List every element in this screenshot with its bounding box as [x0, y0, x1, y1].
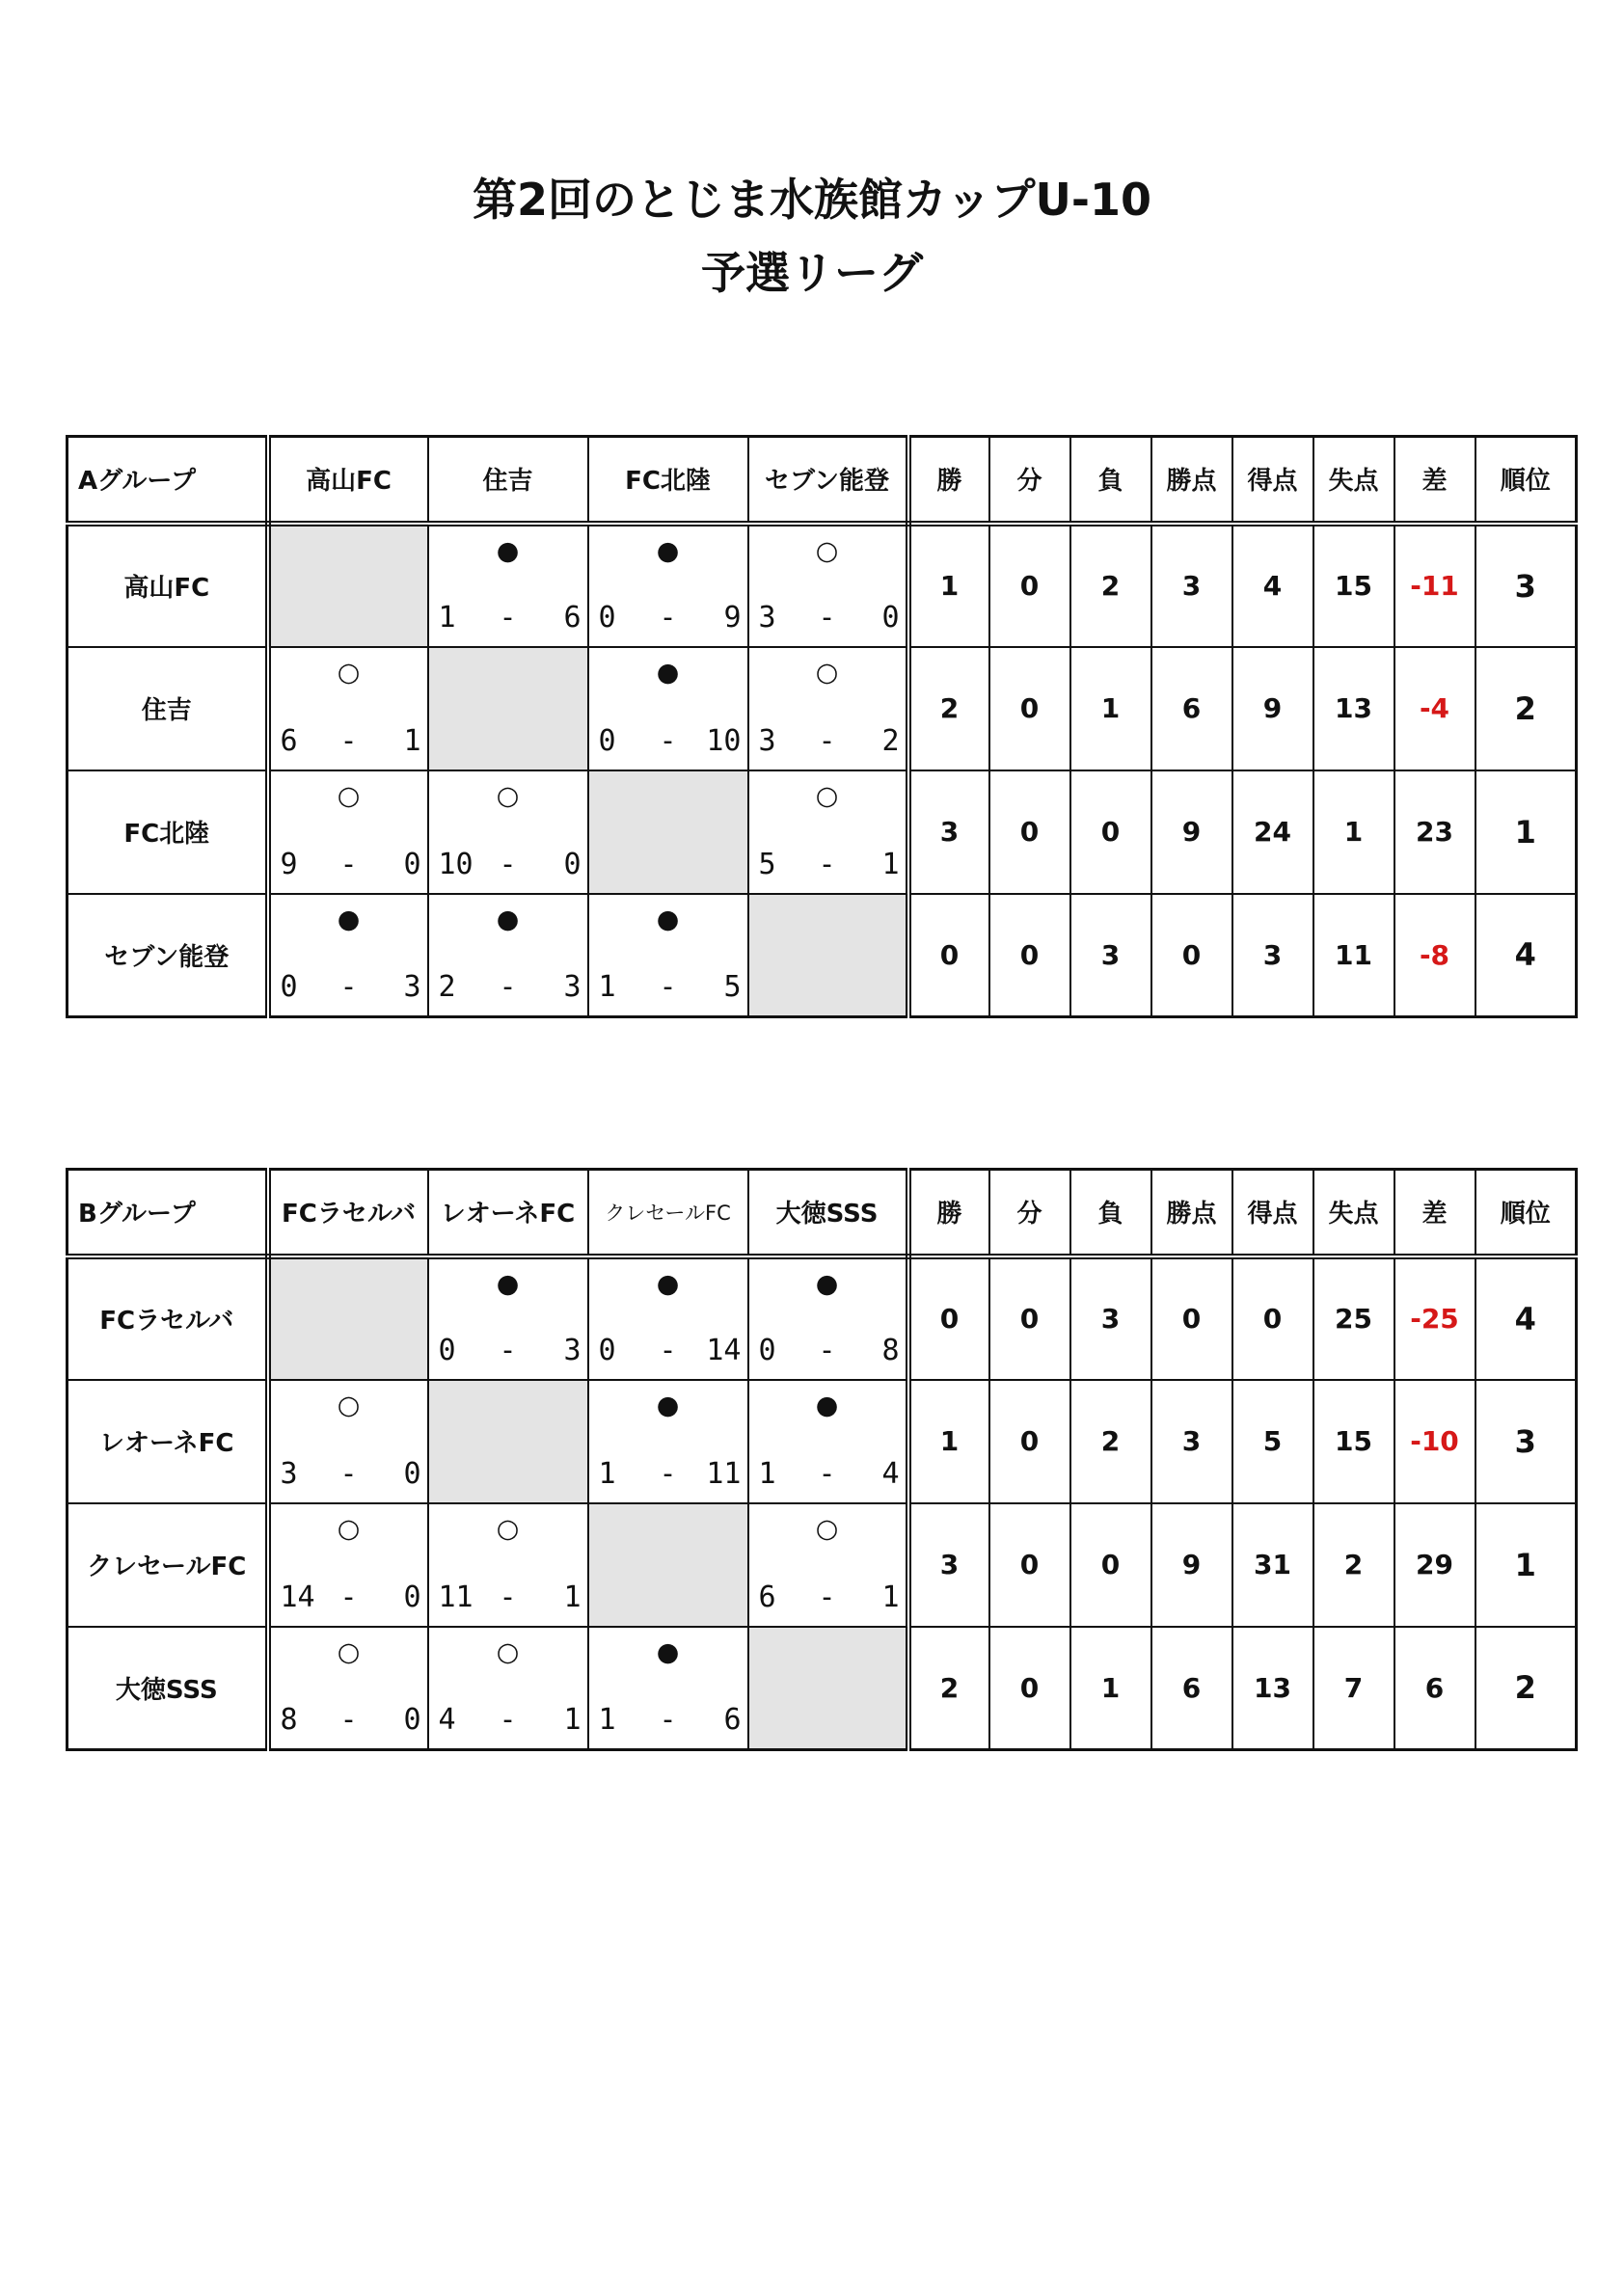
- stat-goal-diff: -4: [1394, 647, 1475, 770]
- score-own: 1: [598, 970, 616, 1004]
- match-score: [589, 971, 747, 1004]
- score-dash: -: [499, 1333, 517, 1367]
- score-dash: -: [818, 723, 836, 758]
- group-label: Bグループ: [68, 1170, 268, 1256]
- stat-points: 3: [1151, 524, 1232, 647]
- table-row: [68, 524, 1577, 647]
- score-dash: -: [659, 600, 677, 635]
- score-opponent: 3: [563, 1333, 582, 1367]
- match-score: [749, 602, 906, 635]
- stat-losses: 1: [1070, 1627, 1151, 1750]
- score-dash: -: [499, 1580, 517, 1614]
- score-opponent: 3: [563, 970, 582, 1004]
- match-score: [271, 849, 427, 881]
- stat-header-rank: 順位: [1475, 437, 1577, 524]
- score-own: 1: [598, 1456, 616, 1491]
- match-result-cell: [268, 894, 428, 1017]
- stat-header-draws: 分: [989, 437, 1070, 524]
- match-score: [749, 1458, 906, 1491]
- stat-goals-against: 1: [1313, 770, 1394, 894]
- result-mark: ○: [815, 1513, 839, 1544]
- score-dash: -: [339, 1580, 358, 1614]
- match-score: [429, 1581, 587, 1614]
- score-own: 10: [438, 847, 474, 881]
- match-result-cell: [588, 1380, 748, 1503]
- score-dash: -: [659, 970, 677, 1004]
- stat-header-goals-against: 失点: [1313, 437, 1394, 524]
- score-opponent: 1: [563, 1580, 582, 1614]
- score-opponent: 6: [723, 1703, 742, 1737]
- result-mark: ○: [815, 780, 839, 811]
- score-dash: -: [339, 847, 358, 881]
- stat-wins: 1: [908, 524, 989, 647]
- score-opponent: 1: [881, 847, 900, 881]
- stat-losses: 3: [1070, 1256, 1151, 1380]
- stat-goals-for: 9: [1232, 647, 1313, 770]
- stat-draws: 0: [989, 1256, 1070, 1380]
- match-result-cell: [268, 1380, 428, 1503]
- score-own: 11: [438, 1580, 474, 1614]
- opponent-header: FC北陸: [588, 437, 748, 524]
- stat-wins: 0: [908, 894, 989, 1017]
- result-mark: ○: [337, 780, 361, 811]
- score-opponent: 10: [706, 723, 742, 758]
- stat-draws: 0: [989, 1380, 1070, 1503]
- stat-goal-diff: 23: [1394, 770, 1475, 894]
- score-own: 0: [598, 600, 616, 635]
- match-result-cell: [268, 647, 428, 770]
- match-result-cell: [748, 647, 908, 770]
- stat-goals-for: 24: [1232, 770, 1313, 894]
- score-dash: -: [659, 1703, 677, 1737]
- result-mark: ●: [656, 1390, 680, 1420]
- stat-points: 9: [1151, 770, 1232, 894]
- table-header-row: [68, 1170, 1577, 1256]
- score-opponent: 0: [403, 1703, 421, 1737]
- match-score: [271, 1704, 427, 1737]
- match-result-cell: [748, 770, 908, 894]
- stat-goals-for: 31: [1232, 1503, 1313, 1627]
- score-own: 0: [598, 1333, 616, 1367]
- match-result-cell: [748, 1380, 908, 1503]
- score-opponent: 6: [563, 600, 582, 635]
- result-mark: ○: [496, 780, 520, 811]
- opponent-header: FCラセルバ: [268, 1170, 428, 1256]
- result-mark: ○: [815, 657, 839, 688]
- match-result-cell: [268, 1503, 428, 1627]
- stat-points: 9: [1151, 1503, 1232, 1627]
- score-dash: -: [499, 600, 517, 635]
- score-dash: -: [499, 847, 517, 881]
- result-mark: ●: [496, 1268, 520, 1299]
- stat-points: 6: [1151, 1627, 1232, 1750]
- match-score: [589, 1704, 747, 1737]
- match-score: [749, 1581, 906, 1614]
- diagonal-cell: [428, 1380, 588, 1503]
- stat-header-goals-for: 得点: [1232, 437, 1313, 524]
- stat-losses: 1: [1070, 647, 1151, 770]
- score-opponent: 0: [403, 1456, 421, 1491]
- stat-goals-against: 25: [1313, 1256, 1394, 1380]
- match-result-cell: [588, 894, 748, 1017]
- score-own: 3: [758, 600, 776, 635]
- result-mark: ●: [496, 904, 520, 934]
- score-opponent: 14: [706, 1333, 742, 1367]
- stat-goals-for: 5: [1232, 1380, 1313, 1503]
- stat-points: 0: [1151, 894, 1232, 1017]
- stat-draws: 0: [989, 1503, 1070, 1627]
- score-dash: -: [659, 1456, 677, 1491]
- table-row: [68, 894, 1577, 1017]
- stat-header-goals-for: 得点: [1232, 1170, 1313, 1256]
- score-dash: -: [339, 1456, 358, 1491]
- match-score: [589, 1458, 747, 1491]
- score-opponent: 0: [403, 847, 421, 881]
- stat-goal-diff: -11: [1394, 524, 1475, 647]
- stat-header-goal-diff: 差: [1394, 1170, 1475, 1256]
- score-opponent: 11: [706, 1456, 742, 1491]
- stat-draws: 0: [989, 1627, 1070, 1750]
- stat-header-goals-against: 失点: [1313, 1170, 1394, 1256]
- page-title: 第2回のとじま水族館カップU-10: [472, 174, 1151, 226]
- diagonal-cell: [588, 770, 748, 894]
- table-row: [68, 1380, 1577, 1503]
- stat-goals-for: 13: [1232, 1627, 1313, 1750]
- score-opponent: 1: [563, 1703, 582, 1737]
- stat-losses: 0: [1070, 1503, 1151, 1627]
- score-own: 1: [598, 1703, 616, 1737]
- stat-header-wins: 勝: [908, 437, 989, 524]
- diagonal-cell: [268, 524, 428, 647]
- result-mark: ○: [815, 535, 839, 566]
- match-result-cell: [748, 1503, 908, 1627]
- stat-header-rank: 順位: [1475, 1170, 1577, 1256]
- result-mark: ●: [337, 904, 361, 934]
- team-name: 高山FC: [68, 524, 268, 647]
- stat-losses: 2: [1070, 1380, 1151, 1503]
- stat-goal-diff: 29: [1394, 1503, 1475, 1627]
- table-row: [68, 1503, 1577, 1627]
- match-result-cell: [268, 1627, 428, 1750]
- stat-goals-against: 2: [1313, 1503, 1394, 1627]
- score-dash: -: [499, 1703, 517, 1737]
- stat-goals-against: 15: [1313, 1380, 1394, 1503]
- match-score: [429, 1335, 587, 1367]
- match-score: [589, 1335, 747, 1367]
- score-own: 0: [280, 970, 298, 1004]
- stat-goals-for: 3: [1232, 894, 1313, 1017]
- score-opponent: 4: [881, 1456, 900, 1491]
- match-result-cell: [748, 524, 908, 647]
- team-name: セブン能登: [68, 894, 268, 1017]
- score-dash: -: [818, 1580, 836, 1614]
- stat-points: 6: [1151, 647, 1232, 770]
- page-subtitle: 予選リーグ: [701, 247, 923, 299]
- result-mark: ●: [656, 657, 680, 688]
- match-score: [749, 1335, 906, 1367]
- opponent-header: クレセールFC: [588, 1170, 748, 1256]
- stat-draws: 0: [989, 647, 1070, 770]
- score-dash: -: [659, 1333, 677, 1367]
- stat-header-losses: 負: [1070, 437, 1151, 524]
- stat-losses: 2: [1070, 524, 1151, 647]
- diagonal-cell: [588, 1503, 748, 1627]
- match-score: [589, 725, 747, 758]
- opponent-header: 大徳SSS: [748, 1170, 908, 1256]
- stat-points: 0: [1151, 1256, 1232, 1380]
- result-mark: ○: [496, 1513, 520, 1544]
- score-dash: -: [818, 600, 836, 635]
- score-own: 1: [758, 1456, 776, 1491]
- result-mark: ○: [337, 1390, 361, 1420]
- score-opponent: 1: [403, 723, 421, 758]
- diagonal-cell: [748, 1627, 908, 1750]
- score-dash: -: [339, 723, 358, 758]
- stat-goals-for: 0: [1232, 1256, 1313, 1380]
- score-opponent: 3: [403, 970, 421, 1004]
- stat-rank: 1: [1475, 1503, 1577, 1627]
- score-opponent: 9: [723, 600, 742, 635]
- stat-rank: 4: [1475, 894, 1577, 1017]
- match-score: [749, 849, 906, 881]
- score-opponent: 1: [881, 1580, 900, 1614]
- score-own: 0: [438, 1333, 456, 1367]
- stat-goals-against: 7: [1313, 1627, 1394, 1750]
- match-result-cell: [588, 524, 748, 647]
- stat-goal-diff: 6: [1394, 1627, 1475, 1750]
- stat-draws: 0: [989, 770, 1070, 894]
- result-mark: ○: [337, 657, 361, 688]
- stat-header-points: 勝点: [1151, 437, 1232, 524]
- stat-rank: 3: [1475, 524, 1577, 647]
- score-own: 6: [280, 723, 298, 758]
- score-own: 5: [758, 847, 776, 881]
- stat-rank: 2: [1475, 1627, 1577, 1750]
- score-own: 2: [438, 970, 456, 1004]
- team-name: レオーネFC: [68, 1380, 268, 1503]
- table-row: [68, 1256, 1577, 1380]
- table-row: [68, 647, 1577, 770]
- opponent-header: 高山FC: [268, 437, 428, 524]
- result-mark: ○: [337, 1513, 361, 1544]
- match-result-cell: [428, 524, 588, 647]
- result-mark: ●: [656, 1636, 680, 1667]
- team-name: 大徳SSS: [68, 1627, 268, 1750]
- score-opponent: 2: [881, 723, 900, 758]
- stat-draws: 0: [989, 524, 1070, 647]
- match-result-cell: [428, 894, 588, 1017]
- score-opponent: 0: [563, 847, 582, 881]
- table-header-row: [68, 437, 1577, 524]
- opponent-header: セブン能登: [748, 437, 908, 524]
- team-name: 住吉: [68, 647, 268, 770]
- score-opponent: 0: [403, 1580, 421, 1614]
- match-result-cell: [428, 1627, 588, 1750]
- score-own: 6: [758, 1580, 776, 1614]
- score-opponent: 5: [723, 970, 742, 1004]
- match-score: [429, 1704, 587, 1737]
- group-a-table: [66, 435, 1578, 1018]
- stat-draws: 0: [989, 894, 1070, 1017]
- match-score: [749, 725, 906, 758]
- score-own: 1: [438, 600, 456, 635]
- stat-goals-against: 11: [1313, 894, 1394, 1017]
- score-own: 0: [598, 723, 616, 758]
- team-name: FCラセルバ: [68, 1256, 268, 1380]
- result-mark: ●: [656, 904, 680, 934]
- stat-rank: 3: [1475, 1380, 1577, 1503]
- match-result-cell: [588, 1627, 748, 1750]
- stat-header-losses: 負: [1070, 1170, 1151, 1256]
- stat-goal-diff: -25: [1394, 1256, 1475, 1380]
- score-own: 8: [280, 1703, 298, 1737]
- score-opponent: 0: [881, 600, 900, 635]
- stat-wins: 0: [908, 1256, 989, 1380]
- match-score: [589, 602, 747, 635]
- diagonal-cell: [428, 647, 588, 770]
- stat-header-points: 勝点: [1151, 1170, 1232, 1256]
- stat-goals-for: 4: [1232, 524, 1313, 647]
- stat-goals-against: 15: [1313, 524, 1394, 647]
- opponent-header: レオーネFC: [428, 1170, 588, 1256]
- match-result-cell: [588, 647, 748, 770]
- stat-points: 3: [1151, 1380, 1232, 1503]
- score-dash: -: [659, 723, 677, 758]
- match-score: [429, 602, 587, 635]
- score-dash: -: [818, 847, 836, 881]
- table-row: [68, 770, 1577, 894]
- score-own: 3: [280, 1456, 298, 1491]
- match-score: [271, 1581, 427, 1614]
- result-mark: ●: [656, 535, 680, 566]
- match-result-cell: [588, 1256, 748, 1380]
- group-label: Aグループ: [68, 437, 268, 524]
- score-own: 14: [280, 1580, 315, 1614]
- match-result-cell: [428, 1256, 588, 1380]
- group-b-table: [66, 1168, 1578, 1751]
- result-mark: ○: [496, 1636, 520, 1667]
- team-name: クレセールFC: [68, 1503, 268, 1627]
- score-dash: -: [339, 1703, 358, 1737]
- stat-losses: 0: [1070, 770, 1151, 894]
- result-mark: ●: [496, 535, 520, 566]
- score-dash: -: [818, 1456, 836, 1491]
- score-own: 3: [758, 723, 776, 758]
- stat-goals-against: 13: [1313, 647, 1394, 770]
- score-dash: -: [339, 970, 358, 1004]
- match-result-cell: [268, 770, 428, 894]
- match-result-cell: [428, 1503, 588, 1627]
- stat-wins: 3: [908, 770, 989, 894]
- score-own: 9: [280, 847, 298, 881]
- match-score: [429, 971, 587, 1004]
- score-dash: -: [818, 1333, 836, 1367]
- stat-wins: 1: [908, 1380, 989, 1503]
- stat-header-draws: 分: [989, 1170, 1070, 1256]
- stat-rank: 1: [1475, 770, 1577, 894]
- stat-goal-diff: -8: [1394, 894, 1475, 1017]
- match-score: [271, 725, 427, 758]
- stat-losses: 3: [1070, 894, 1151, 1017]
- score-opponent: 8: [881, 1333, 900, 1367]
- result-mark: ●: [815, 1268, 839, 1299]
- score-dash: -: [499, 970, 517, 1004]
- team-name: FC北陸: [68, 770, 268, 894]
- result-mark: ●: [815, 1390, 839, 1420]
- match-score: [271, 1458, 427, 1491]
- stat-header-wins: 勝: [908, 1170, 989, 1256]
- match-result-cell: [428, 770, 588, 894]
- match-result-cell: [748, 1256, 908, 1380]
- score-own: 0: [758, 1333, 776, 1367]
- score-own: 4: [438, 1703, 456, 1737]
- stat-rank: 2: [1475, 647, 1577, 770]
- diagonal-cell: [268, 1256, 428, 1380]
- opponent-header: 住吉: [428, 437, 588, 524]
- stat-wins: 2: [908, 647, 989, 770]
- stat-header-goal-diff: 差: [1394, 437, 1475, 524]
- stat-goal-diff: -10: [1394, 1380, 1475, 1503]
- match-score: [429, 849, 587, 881]
- table-row: [68, 1627, 1577, 1750]
- diagonal-cell: [748, 894, 908, 1017]
- match-score: [271, 971, 427, 1004]
- result-mark: ●: [656, 1268, 680, 1299]
- result-mark: ○: [337, 1636, 361, 1667]
- stat-wins: 2: [908, 1627, 989, 1750]
- stat-rank: 4: [1475, 1256, 1577, 1380]
- stat-wins: 3: [908, 1503, 989, 1627]
